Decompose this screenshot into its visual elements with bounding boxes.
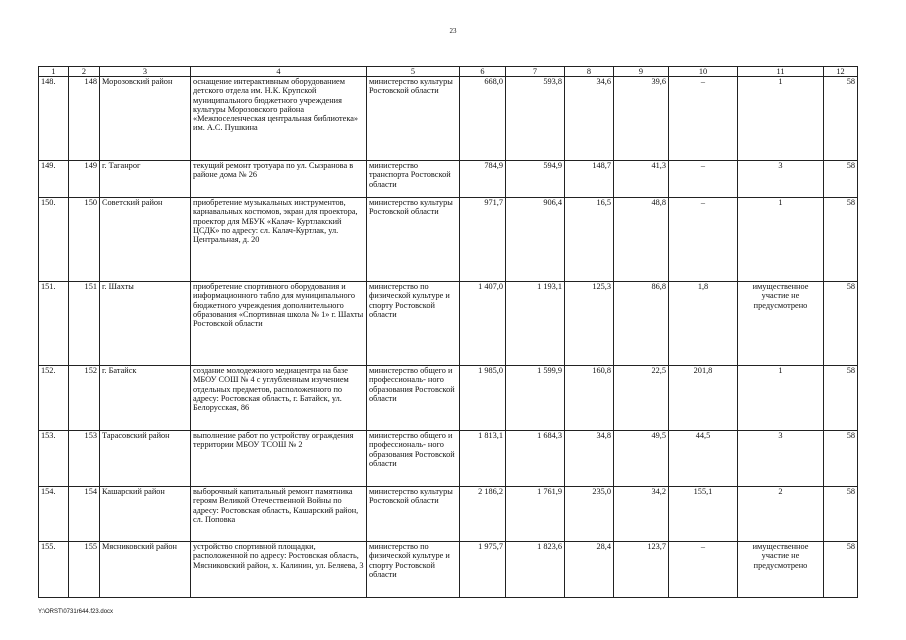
value-col7-cell: 906,4 [506,198,565,282]
row-index-cell: 155. [39,542,69,598]
participation-cell: 2 [738,487,824,542]
header-cell: 10 [669,67,738,77]
table-row [39,282,858,366]
district-cell: Мясниковский район [100,542,191,598]
district-cell: Советский район [100,198,191,282]
table-row [39,161,858,198]
value-col9-cell: 123,7 [614,542,669,598]
value-col6-cell: 1 975,7 [460,542,506,598]
value-col7-cell: 1 823,6 [506,542,565,598]
header-cell: 6 [460,67,506,77]
row-index-cell: 150. [39,198,69,282]
value-col6-cell: 668,0 [460,77,506,161]
participation-cell: имущественное участие не предусмотрено [738,282,824,366]
value-col12-cell: 58 [824,161,858,198]
description-cell: выборочный капитальный ремонт памятника героям Великой Отечественной Войны по адресу: Ростовская область, Кашарский район, сл. Поповка [191,487,367,542]
row-index-cell: 149. [39,161,69,198]
participation-cell: 1 [738,198,824,282]
value-col12-cell: 58 [824,542,858,598]
district-cell: Кашарский район [100,487,191,542]
value-col8-cell: 125,3 [565,282,614,366]
value-col12-cell: 58 [824,77,858,161]
district-cell: г. Таганрог [100,161,191,198]
value-col7-cell: 1 193,1 [506,282,565,366]
ministry-cell: министерство транспорта Ростовской области [367,161,460,198]
table-row [39,542,858,598]
value-col8-cell: 34,6 [565,77,614,161]
value-col8-cell: 160,8 [565,366,614,431]
header-cell: 7 [506,67,565,77]
header-cell: 8 [565,67,614,77]
header-cell: 3 [100,67,191,77]
header-cell: 12 [824,67,858,77]
value-col10-cell: 201,8 [669,366,738,431]
table-header-row [39,67,858,77]
row-index-cell: 151. [39,282,69,366]
value-col9-cell: 86,8 [614,282,669,366]
page-number: 23 [449,27,457,35]
value-col12-cell: 58 [824,431,858,487]
value-col9-cell: 49,5 [614,431,669,487]
value-col9-cell: 34,2 [614,487,669,542]
district-cell: Морозовский район [100,77,191,161]
participation-cell: 1 [738,77,824,161]
ministry-cell: министерство культуры Ростовской области [367,77,460,161]
row-number-cell: 151 [69,282,100,366]
row-number-cell: 148 [69,77,100,161]
description-cell: создание молодежного медиацентра на базе МБОУ СОШ № 4 с углубленным изучением отдельных предметов, расположенного по адресу: Ростовская область, г. Батайск, ул. Белорусская, 86 [191,366,367,431]
value-col8-cell: 16,5 [565,198,614,282]
value-col10-cell: 1,8 [669,282,738,366]
value-col10-cell: – [669,77,738,161]
value-col6-cell: 784,9 [460,161,506,198]
value-col12-cell: 58 [824,366,858,431]
value-col12-cell: 58 [824,198,858,282]
row-index-cell: 152. [39,366,69,431]
value-col6-cell: 2 186,2 [460,487,506,542]
district-cell: Тарасовский район [100,431,191,487]
value-col12-cell: 58 [824,282,858,366]
value-col9-cell: 22,5 [614,366,669,431]
value-col6-cell: 1 813,1 [460,431,506,487]
table-row [39,77,858,161]
budget-table [38,66,858,598]
row-number-cell: 150 [69,198,100,282]
file-path-footer: Y:\ORST\0731r644.f23.docx [38,609,114,615]
participation-cell: имущественное участие не предусмотрено [738,542,824,598]
value-col10-cell: – [669,161,738,198]
value-col10-cell: – [669,198,738,282]
row-number-cell: 149 [69,161,100,198]
value-col10-cell: – [669,542,738,598]
district-cell: г. Батайск [100,366,191,431]
table-row [39,431,858,487]
value-col8-cell: 148,7 [565,161,614,198]
row-index-cell: 153. [39,431,69,487]
description-cell: оснащение интерактивным оборудованием детского отдела им. Н.К. Крупской муниципального бюджетного учреждения культуры Морозовского района «Межпоселенческая центральная библиотека» им. А.С. Пушкина [191,77,367,161]
description-cell: приобретение спортивного оборудования и информационного табло для муниципального бюджетного учреждения дополнительного образования «Спортивная школа № 1» г. Шахты Ростовской области [191,282,367,366]
value-col7-cell: 594,9 [506,161,565,198]
header-cell: 5 [367,67,460,77]
participation-cell: 3 [738,431,824,487]
description-cell: выполнение работ по устройству ограждения территории МБОУ ТСОШ № 2 [191,431,367,487]
value-col7-cell: 1 599,9 [506,366,565,431]
row-number-cell: 152 [69,366,100,431]
description-cell: текущий ремонт тротуара по ул. Сызранова в районе дома № 26 [191,161,367,198]
value-col12-cell: 58 [824,487,858,542]
row-number-cell: 155 [69,542,100,598]
value-col6-cell: 971,7 [460,198,506,282]
value-col9-cell: 48,8 [614,198,669,282]
row-index-cell: 148. [39,77,69,161]
value-col9-cell: 41,3 [614,161,669,198]
ministry-cell: министерство общего и профессиональ- ного образования Ростовской области [367,366,460,431]
description-cell: приобретение музыкальных инструментов, карнавальных костюмов, экран для проектора, проектор для МБУК «Калач- Куртлакский ЦСДК» по адресу: сл. Калач-Куртлак, ул. Центральная, д. 20 [191,198,367,282]
value-col8-cell: 235,0 [565,487,614,542]
value-col7-cell: 593,8 [506,77,565,161]
value-col9-cell: 39,6 [614,77,669,161]
participation-cell: 1 [738,366,824,431]
header-cell: 9 [614,67,669,77]
ministry-cell: министерство по физической культуре и спорту Ростовской области [367,542,460,598]
participation-cell: 3 [738,161,824,198]
ministry-cell: министерство культуры Ростовской области [367,198,460,282]
value-col6-cell: 1 407,0 [460,282,506,366]
district-cell: г. Шахты [100,282,191,366]
description-cell: устройство спортивной площадки, расположенной по адресу: Ростовская область, Мясниковский район, х. Калинин, ул. Беляева, 3 [191,542,367,598]
ministry-cell: министерство культуры Ростовской области [367,487,460,542]
ministry-cell: министерство общего и профессиональ- ного образования Ростовской области [367,431,460,487]
table-row [39,198,858,282]
header-cell: 2 [69,67,100,77]
header-cell: 11 [738,67,824,77]
value-col7-cell: 1 761,9 [506,487,565,542]
value-col6-cell: 1 985,0 [460,366,506,431]
table-row [39,487,858,542]
header-cell: 1 [39,67,69,77]
value-col10-cell: 155,1 [669,487,738,542]
value-col10-cell: 44,5 [669,431,738,487]
value-col8-cell: 28,4 [565,542,614,598]
ministry-cell: министерство по физической культуре и спорту Ростовской области [367,282,460,366]
table-row [39,366,858,431]
value-col8-cell: 34,8 [565,431,614,487]
row-index-cell: 154. [39,487,69,542]
row-number-cell: 154 [69,487,100,542]
value-col7-cell: 1 684,3 [506,431,565,487]
header-cell: 4 [191,67,367,77]
row-number-cell: 153 [69,431,100,487]
